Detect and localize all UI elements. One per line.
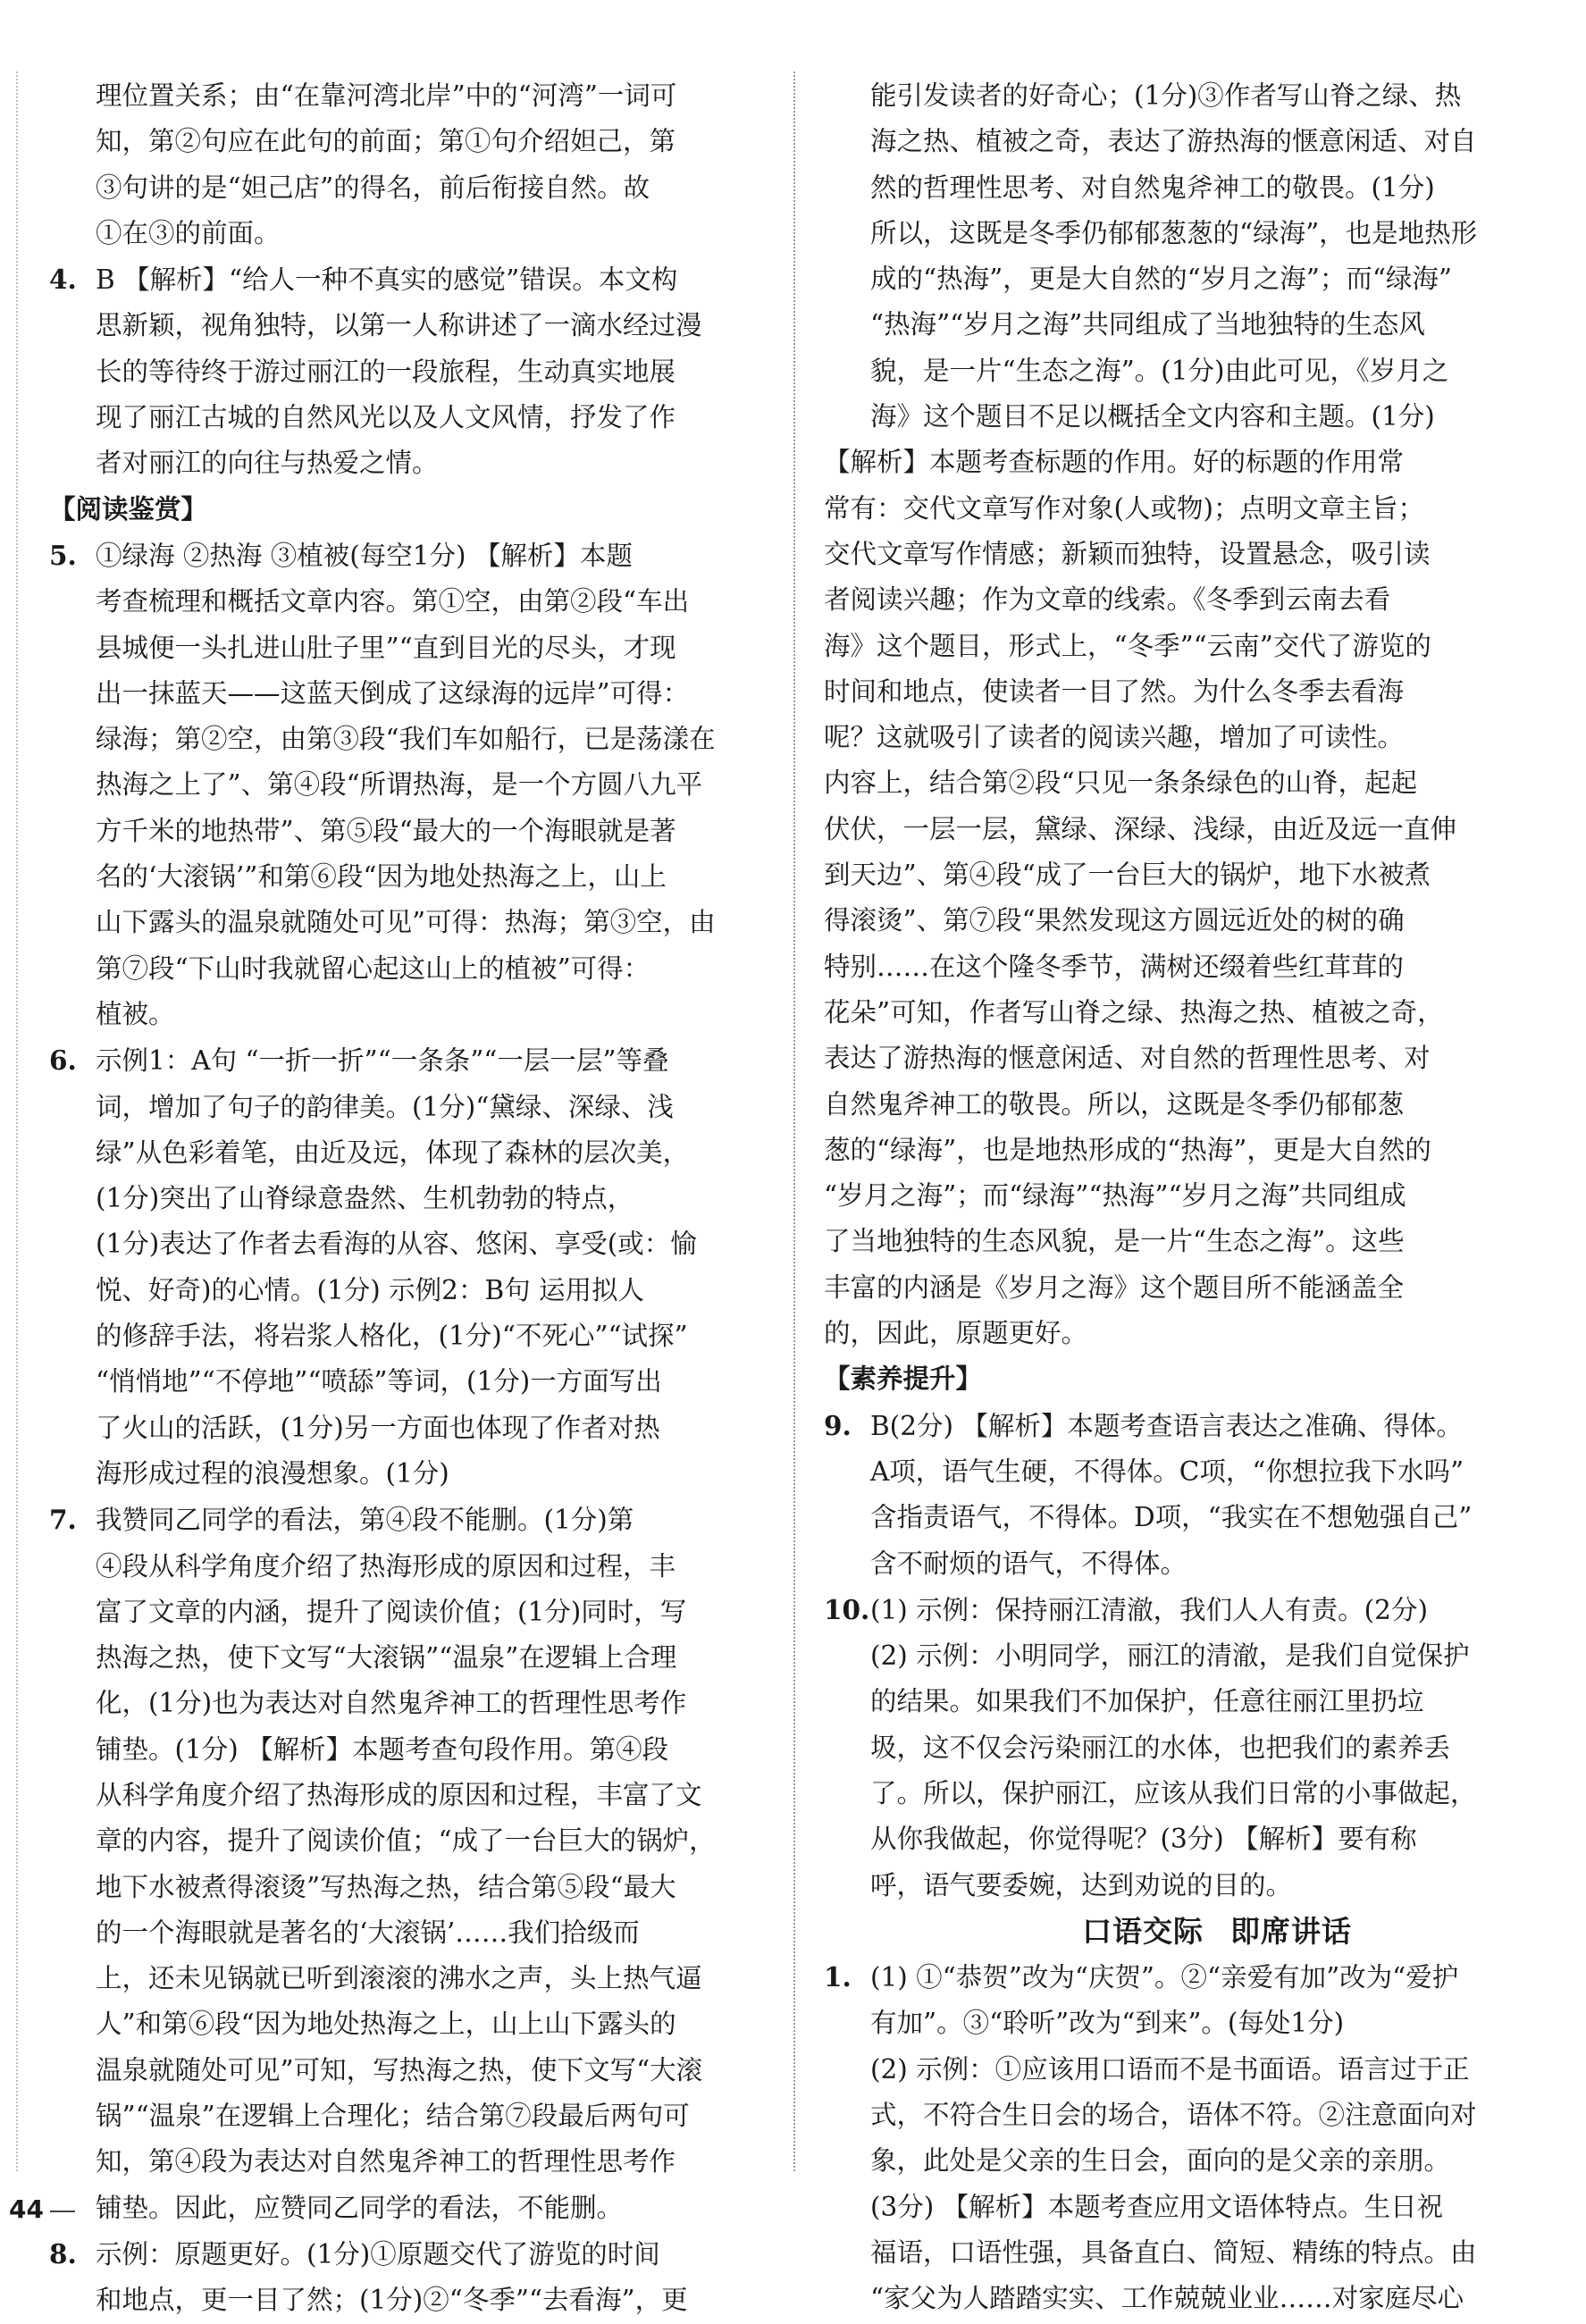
text-line: 海》这个题目不足以概括全文内容和主题。(1分) — [870, 401, 1435, 432]
text-line: 成的“热海”，更是大自然的“岁月之海”；而“绿海” — [870, 264, 1452, 295]
text-line: 葱的“绿海”，也是地热形成的“热海”，更是大自然的 — [824, 1134, 1431, 1165]
question-number: 6. — [49, 1045, 77, 1077]
text-line: 从你我做起，你觉得呢？(3分) 【解析】要有称 — [870, 1824, 1417, 1855]
text-line: (1) 示例：保持丽江清澈，我们人人有责。(2分) — [870, 1594, 1428, 1625]
question-number: 5. — [49, 539, 77, 571]
text-line: 从科学角度介绍了热海形成的原因和过程，丰富了文 — [96, 1779, 702, 1810]
text-line: 呢？这就吸引了读者的阅读兴趣，增加了可读性。 — [824, 722, 1405, 753]
text-line: 含指责语气，不得体。D项，“我实在不想勉强自己” — [870, 1502, 1473, 1533]
text-line: 知，第②句应在此句的前面；第①句介绍妲己，第 — [96, 126, 676, 157]
text-line: (1分)表达了作者去看海的从容、悠闲、享受(或：愉 — [96, 1229, 697, 1260]
text-line: 常有：交代文章写作对象(人或物)；点明文章主旨； — [824, 492, 1425, 524]
question-number: 4. — [49, 264, 77, 296]
right-column — [824, 73, 1539, 2322]
text-line: 的结果。如果我们不加保护，任意往丽江里扔垃 — [870, 1686, 1424, 1717]
text-line: B 【解析】“给人一种不真实的感觉”错误。本文构 — [96, 264, 678, 296]
text-line: 章的内容，提升了阅读价值；“成了一台巨大的锅炉， — [96, 1825, 716, 1857]
text-line: 得滚烫”、第⑦段“果然发现这方圆远近处的树的确 — [824, 905, 1405, 936]
text-line: 交代文章写作情感；新颖而独特，设置悬念，吸引读 — [824, 538, 1431, 569]
text-line: 表达了游热海的惬意闲适、对自然的哲理性思考、对 — [824, 1043, 1431, 1074]
text-line: 和地点，更一目了然；(1分)②“冬季”“去看海”，更 — [96, 2285, 688, 2316]
text-line: 富了文章的内涵，提升了阅读价值；(1分)同时，写 — [96, 1596, 687, 1627]
text-line: 式，不符合生日会的场合，语体不符。②注意面向对 — [870, 2100, 1477, 2131]
text-line: “热海”“岁月之海”共同组成了当地独特的生态风 — [870, 309, 1425, 340]
text-line: 伏伏，一层一层，黛绿、深绿、浅绿，由近及远一直伸 — [824, 813, 1457, 844]
text-line: 的，因此，原题更好。 — [824, 1318, 1088, 1349]
text-line: 第⑦段“下山时我就留心起这山上的植被”可得： — [96, 952, 650, 984]
text-line: 丰富的内涵是《岁月之海》这个题目所不能涵盖全 — [824, 1271, 1405, 1303]
answer-7 — [49, 1497, 759, 2231]
text-line: ①在③的前面。 — [96, 217, 281, 248]
text-line: 思新颖，视角独特，以第一人称讲述了一滴水经过漫 — [96, 310, 702, 341]
answer-10 — [824, 1587, 1539, 1909]
text-line: 化，(1分)也为表达对自然鬼斧神工的哲理性思考作 — [96, 1688, 687, 1719]
text-line: 福语，口语性强，具备直白、简短、精练的特点。由 — [870, 2236, 1477, 2268]
text-line: 海形成过程的浪漫想象。(1分) — [96, 1457, 449, 1489]
text-line: “悄悄地”“不停地”“喷舔”等词，(1分)一方面写出 — [96, 1366, 662, 1397]
text-line: 所以，这既是冬季仍郁郁葱葱的“绿海”，也是地热形 — [870, 217, 1478, 248]
text-line: 了当地独特的生态风貌，是一片“生态之海”。这些 — [824, 1226, 1405, 1257]
text-line: 植被。 — [96, 998, 175, 1029]
text-line: 时间和地点，使读者一目了然。为什么冬季去看海 — [824, 675, 1405, 707]
text-line: (3分) 【解析】本题考查应用文语体特点。生日祝 — [870, 2191, 1444, 2222]
text-line: (2) 示例：①应该用口语而不是书面语。语言过于正 — [870, 2053, 1470, 2085]
answer-8 — [49, 2231, 759, 2324]
text-line: (1) ①“恭贺”改为“庆贺”。②“亲爱有加”改为“爱护 — [870, 1962, 1459, 1993]
text-line: ④段从科学角度介绍了热海形成的原因和过程，丰 — [96, 1550, 676, 1581]
text-line: 知，第④段为表达对自然鬼斧神工的哲理性思考作 — [96, 2146, 676, 2177]
heading-part: 口语交际 — [1082, 1913, 1204, 1949]
text-line: 县城便一头扎进山肚子里”“直到目光的尽头，才现 — [96, 632, 676, 663]
text-line: 示例1：A句 “一折一折”“一条条”“一层一层”等叠 — [96, 1045, 669, 1077]
text-line: 到天边”、第④段“成了一台巨大的锅炉，地下水被煮 — [824, 860, 1431, 891]
text-line: 人”和第⑥段“因为地处热海之上，山上山下露头的 — [96, 2009, 676, 2040]
text-line: 海》这个题目，形式上，“冬季”“云南”交代了游览的 — [824, 630, 1431, 661]
answer-8-analysis — [824, 440, 1539, 1356]
text-line: (2) 示例：小明同学，丽江的清澈，是我们自觉保护 — [870, 1640, 1470, 1672]
text-line: (1分)突出了山脊绿意盎然、生机勃勃的特点， — [96, 1183, 634, 1214]
text-line: 我赞同乙同学的看法，第④段不能删。(1分)第 — [96, 1505, 634, 1536]
text-line: 出一抹蓝天——这蓝天倒成了这绿海的远岸”可得： — [96, 677, 690, 709]
text-line: 名的‘大滚锅’”和第⑥段“因为地处热海之上，山上 — [96, 861, 667, 893]
text-line: 铺垫。因此，应赞同乙同学的看法，不能删。 — [96, 2192, 624, 2223]
text-line: A项，语气生硬，不得体。C项，“你想拉我下水吗” — [870, 1456, 1464, 1487]
text-line: 考查梳理和概括文章内容。第①空，由第②段“车出 — [96, 586, 690, 617]
text-line: 绿”从色彩着笔，由近及远，体现了森林的层次美， — [96, 1137, 690, 1168]
text-line: 方千米的地热带”、第⑤段“最大的一个海眼就是著 — [96, 815, 676, 846]
text-line: 含不耐烦的语气，不得体。 — [870, 1548, 1187, 1579]
text-line: “岁月之海”；而“绿海”“热海”“岁月之海”共同组成 — [824, 1180, 1406, 1212]
text-line: 热海之上了”、第④段“所谓热海，是一个方圆八九平 — [96, 769, 703, 801]
text-line: 了火山的活跃，(1分)另一方面也体现了作者对热 — [96, 1412, 660, 1443]
question-number: 9. — [824, 1409, 852, 1441]
page-number-dash — [50, 2211, 75, 2212]
answer-8-continued — [824, 73, 1539, 440]
text-line: 然的哲理性思考、对自然鬼斧神工的敬畏。(1分) — [870, 172, 1435, 203]
answer-1 — [824, 1954, 1539, 2321]
text-line: 绿海；第②空，由第③段“我们车如船行，已是荡漾在 — [96, 724, 716, 755]
text-line: ①绿海 ②热海 ③植被(每空1分) 【解析】本题 — [96, 540, 633, 571]
text-line: 自然鬼斧神工的敬畏。所以，这既是冬季仍郁郁葱 — [824, 1088, 1405, 1120]
heading-part: 即席讲话 — [1230, 1913, 1352, 1949]
text-line: 【解析】本题考查标题的作用。好的标题的作用常 — [824, 447, 1405, 478]
text-line: 锅”“温泉”在逻辑上合理化；结合第⑦段最后两句可 — [96, 2101, 690, 2132]
column-divider — [793, 71, 795, 2171]
question-number: 7. — [49, 1504, 77, 1536]
question-number: 10. — [824, 1593, 870, 1625]
text-line: 热海之热，使下文写“大滚锅”“温泉”在逻辑上合理 — [96, 1642, 677, 1674]
text-line: 现了丽江古城的自然风光以及人文风情，抒发了作 — [96, 402, 676, 433]
text-line: 内容上，结合第②段“只见一条条绿色的山脊，起起 — [824, 768, 1418, 799]
text-line: 花朵”可知，作者写山脊之绿、热海之热、植被之奇， — [824, 996, 1444, 1028]
text-line: 铺垫。(1分) 【解析】本题考查句段作用。第④段 — [96, 1733, 669, 1765]
text-line: 者对丽江的向往与热爱之情。 — [96, 448, 439, 479]
text-line: 悦、好奇)的心情。(1分) 示例2：B句 运用拟人 — [96, 1274, 644, 1305]
text-line: 长的等待终于游过丽江的一段旅程，生动真实地展 — [96, 356, 676, 387]
question-number: 1. — [824, 1961, 852, 1993]
left-margin-rule — [16, 71, 18, 2171]
answer-6 — [49, 1037, 759, 1497]
question-number: 8. — [49, 2237, 77, 2269]
text-line: “家父为人踏踏实实、工作兢兢业业……对家庭尽心 — [870, 2283, 1464, 2314]
text-line: 象，此处是父亲的生日会，面向的是父亲的亲朋。 — [870, 2145, 1451, 2177]
text-line: 能引发读者的好奇心；(1分)③作者写山脊之绿、热 — [870, 80, 1462, 111]
lesson-heading — [824, 1909, 1539, 1954]
text-line: 词，增加了句子的韵律美。(1分)“黛绿、深绿、浅 — [96, 1091, 674, 1122]
section-heading-reading: 【阅读鉴赏】 — [49, 493, 208, 524]
text-line: 者阅读兴趣；作为文章的线索。《冬季到云南去看 — [824, 584, 1391, 616]
text-line: 海之热、植被之奇，表达了游热海的惬意闲适、对自 — [870, 126, 1477, 157]
text-line: 呼，语气要委婉，达到劝说的目的。 — [870, 1869, 1293, 1900]
answer-5 — [49, 533, 759, 1037]
text-line: 特别……在这个隆冬季节，满树还缀着些红茸茸的 — [824, 951, 1405, 982]
page-number: 44 — [9, 2194, 44, 2224]
text-line: 了。所以，保护丽江，应该从我们日常的小事做起， — [870, 1777, 1477, 1808]
text-line: ③句讲的是“妲己店”的得名，前后衔接自然。故 — [96, 172, 650, 203]
text-line: 圾，这不仅会污染丽江的水体，也把我们的素养丢 — [870, 1732, 1451, 1763]
text-line: 示例：原题更好。(1分)①原题交代了游览的时间 — [96, 2238, 660, 2269]
text-line: B(2分) 【解析】本题考查语言表达之准确、得体。 — [870, 1410, 1463, 1441]
text-line: 理位置关系；由“在靠河湾北岸”中的“河湾”一词可 — [96, 80, 677, 111]
left-column — [49, 73, 759, 2324]
text-line: 的修辞手法，将岩浆人格化，(1分)“不死心”“试探” — [96, 1321, 688, 1352]
text-line: 地下水被煮得滚烫”写热海之热，结合第⑤段“最大 — [96, 1871, 676, 1902]
answer-9 — [824, 1403, 1539, 1587]
answer-3-continued — [49, 73, 759, 256]
text-line: 上，还未见锅就已听到滚滚的沸水之声，头上热气逼 — [96, 1963, 702, 1994]
text-line: 有加”。③“聆听”改为“到来”。(每处1分) — [870, 2008, 1345, 2039]
text-line: 的一个海眼就是著名的‘大滚锅’……我们拾级而 — [96, 1917, 640, 1948]
text-line: 山下露头的温泉就随处可见”可得：热海；第③空，由 — [96, 907, 716, 938]
text-line: 貌，是一片“生态之海”。(1分)由此可见，《岁月之 — [870, 355, 1449, 386]
answer-4 — [49, 256, 759, 486]
text-line: 温泉就随处可见”可知，写热海之热，使下文写“大滚 — [96, 2054, 703, 2085]
section-heading-quality: 【素养提升】 — [824, 1363, 983, 1395]
